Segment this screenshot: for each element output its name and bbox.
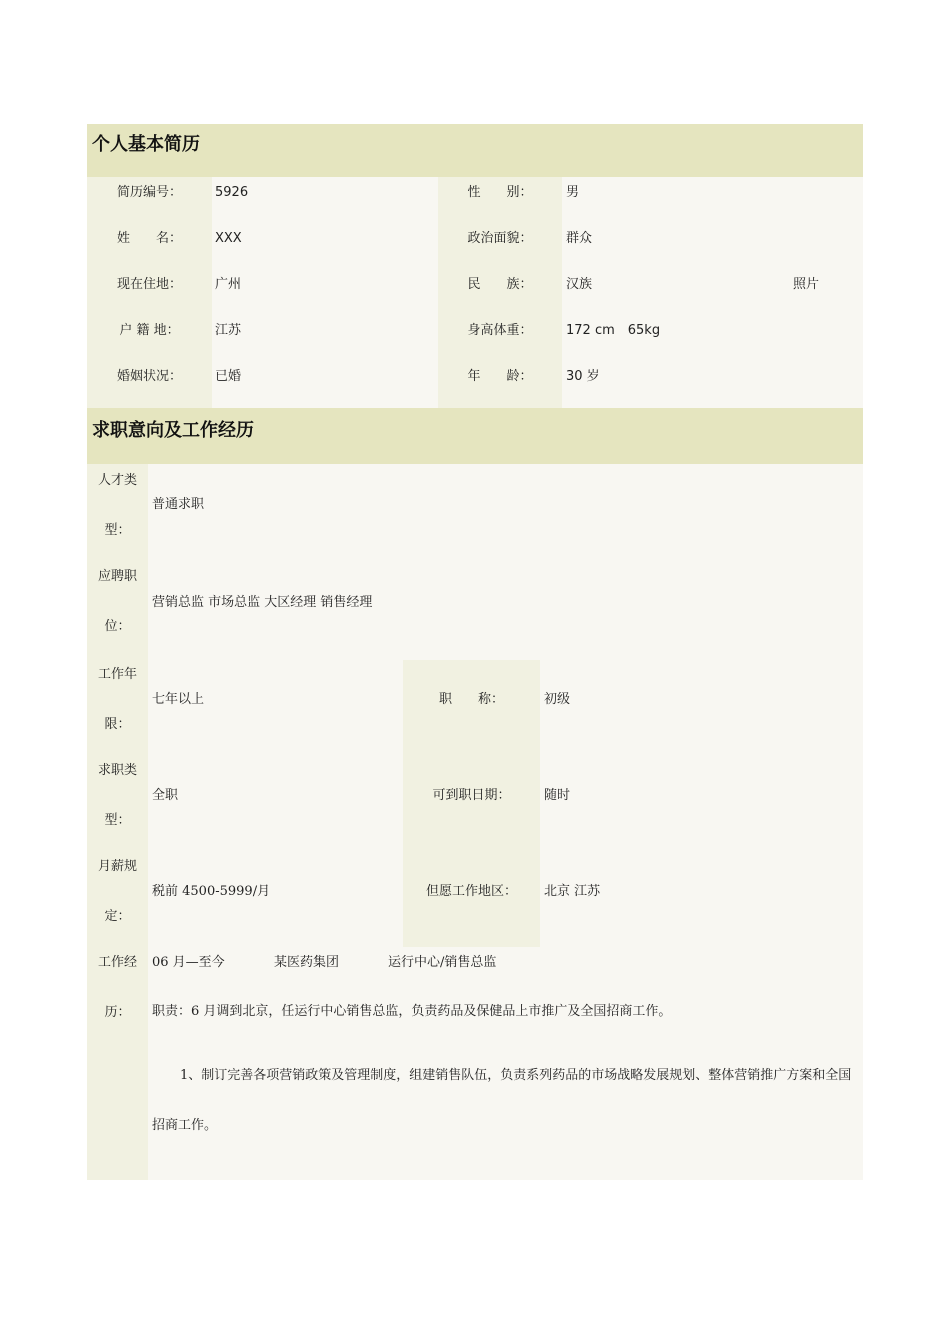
label-height-weight: 身高体重： [467, 323, 533, 338]
label-job-type: 求职类 型： [97, 763, 137, 828]
label-position-applied: 应聘职 位： [97, 569, 137, 634]
photo-placeholder: 照片 [793, 277, 820, 292]
value-preferred-location: 北京 江苏 [544, 884, 601, 899]
value-job-type: 全职 [152, 788, 179, 803]
label-available-date: 可到职日期： [432, 788, 511, 803]
label-marital-status: 婚姻状况： [116, 369, 182, 384]
label-job-title: 职 称： [438, 692, 504, 707]
experience-position: 运行中心/销售总监 [388, 955, 497, 970]
label-work-years: 工作年 限： [97, 667, 137, 732]
experience-period: 06 月—至今 [152, 955, 225, 970]
value-height-weight: 172 cm 65kg [566, 323, 661, 338]
label-talent-type: 人才类 型： [97, 473, 137, 538]
label-salary: 月薪规 定： [97, 859, 137, 924]
experience-duty: 职责：6 月调到北京，任运行中心销售总监，负责药品及保健品上市推广及全国招商工作。 [152, 1004, 672, 1019]
value-resume-id: 5926 [215, 185, 249, 200]
value-salary: 税前 4500-5999/月 [152, 884, 271, 899]
value-household-registration: 江苏 [215, 323, 242, 338]
value-name: XXX [215, 231, 242, 246]
label-gender: 性 别： [467, 185, 533, 200]
value-work-years: 七年以上 [152, 692, 205, 707]
value-political-status: 群众 [566, 231, 593, 246]
label-resume-id: 简历编号： [116, 185, 182, 200]
value-marital-status: 已婚 [215, 369, 242, 384]
value-ethnicity: 汉族 [566, 277, 593, 292]
label-political-status: 政治面貌： [467, 231, 533, 246]
value-current-residence: 广州 [215, 277, 242, 292]
experience-item-1: 1、制订完善各项营销政策及管理制度，组建销售队伍，负责系列药品的市场战略发展规划、整体营销推广方案和全国招商工作。 [152, 1068, 852, 1133]
section-header-basic-info [87, 124, 863, 177]
experience-company: 某医药集团 [274, 955, 340, 970]
section-title: 个人基本简历 [92, 134, 200, 155]
value-gender: 男 [566, 185, 580, 200]
section-header-job-intention [87, 408, 863, 464]
label-current-residence: 现在住地： [116, 277, 182, 292]
label-household-registration: 户 籍 地： [119, 323, 180, 338]
value-position-applied: 营销总监 市场总监 大区经理 销售经理 [152, 595, 373, 610]
value-talent-type: 普通求职 [152, 497, 205, 512]
value-available-date: 随时 [544, 788, 571, 803]
label-name: 姓 名： [116, 231, 182, 246]
section-title: 求职意向及工作经历 [92, 420, 254, 441]
value-job-title: 初级 [544, 692, 571, 707]
label-work-experience: 工作经 历： [97, 955, 137, 1020]
label-ethnicity: 民 族： [467, 277, 533, 292]
label-preferred-location: 但愿工作地区： [425, 884, 517, 899]
label-age: 年 龄： [467, 369, 533, 384]
value-age: 30 岁 [566, 369, 600, 384]
